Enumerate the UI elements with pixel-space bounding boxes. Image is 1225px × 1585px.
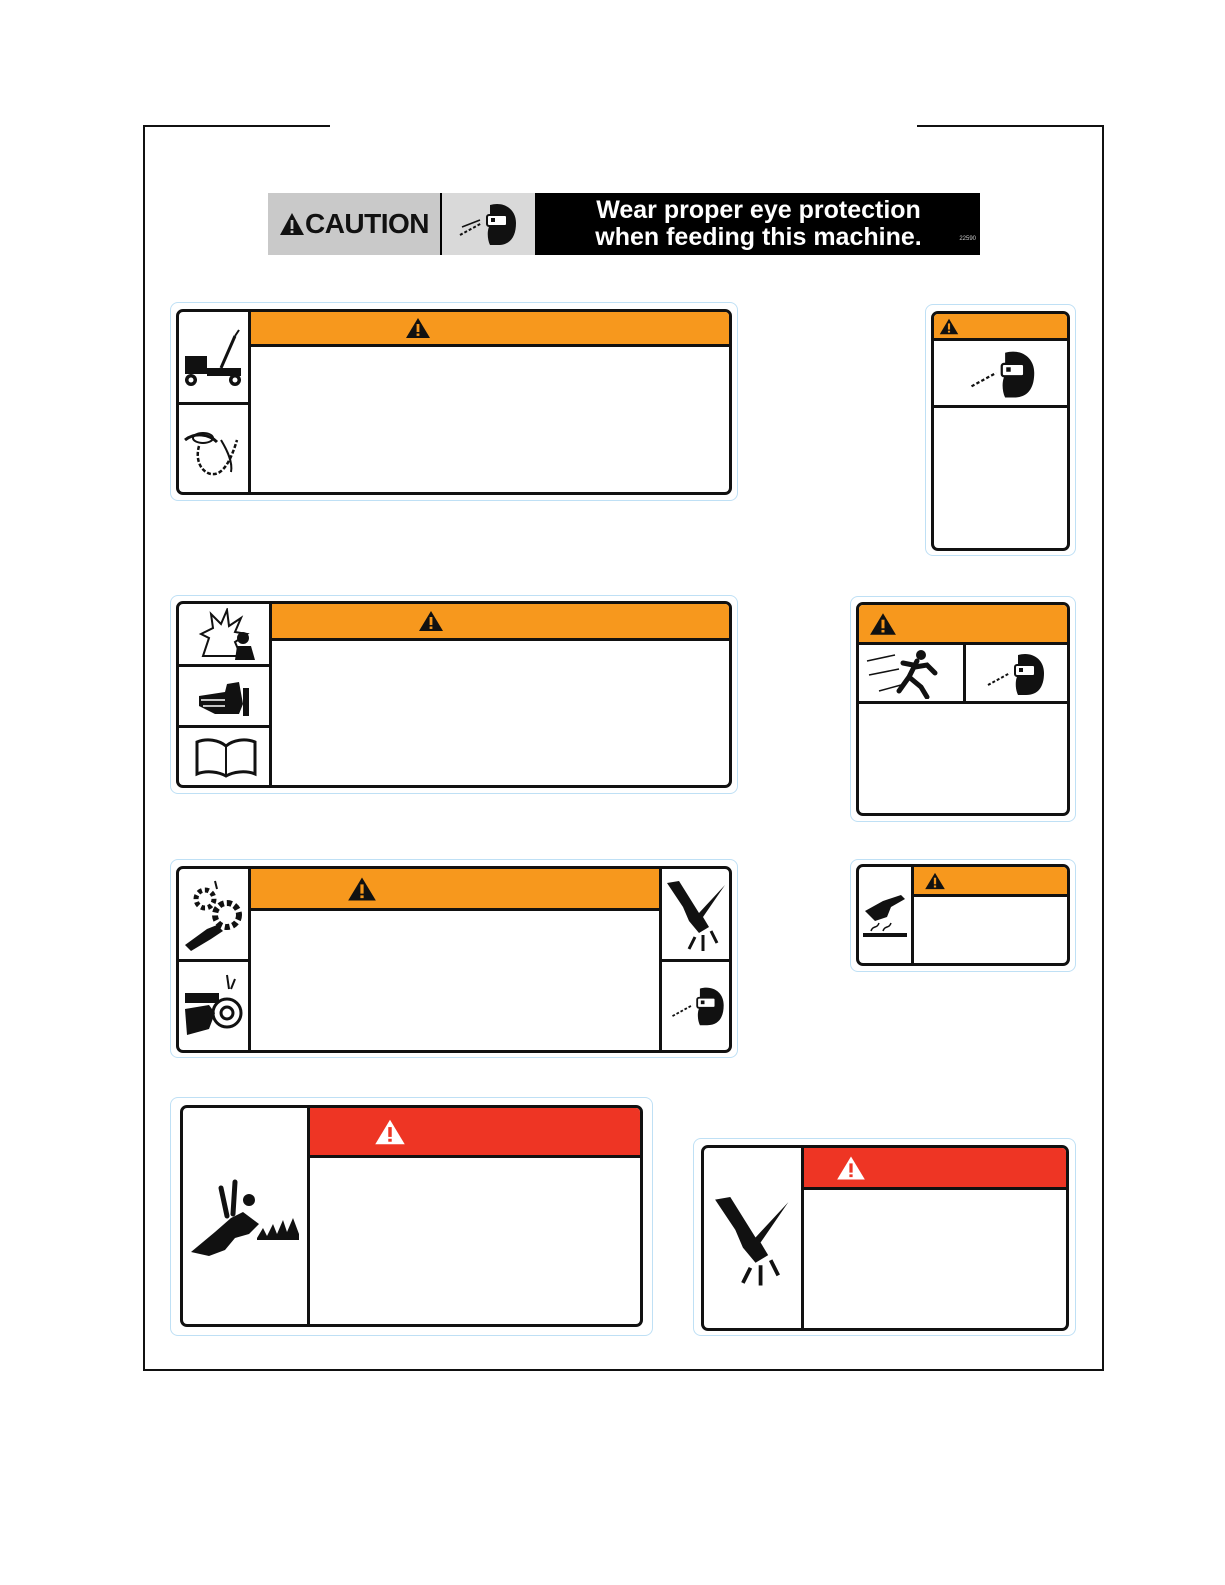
decal-8-header (804, 1148, 1066, 1190)
frame-right (1102, 125, 1104, 1371)
explosion-burst-icon (193, 608, 259, 662)
banner-message-line2: when feeding this machine. (595, 223, 922, 251)
read-manual-icon (193, 736, 259, 780)
decal-1-header (251, 312, 729, 347)
warning-triangle-icon (869, 612, 897, 636)
flying-debris-person-icon (865, 647, 959, 699)
hand-cut-icon (710, 1192, 796, 1288)
truck-raised-bed-icon (181, 326, 247, 392)
goggles-face-icon (977, 649, 1057, 699)
banner-message (537, 193, 980, 255)
warning-triangle-icon (836, 1155, 866, 1181)
banner-message-line1: Wear proper eye protection (596, 196, 921, 224)
warning-triangle-icon (924, 872, 946, 890)
warning-triangle-icon (279, 212, 305, 236)
safety-goggles-face-icon (454, 199, 524, 249)
decal-2 (931, 311, 1070, 551)
caution-signal-word: CAUTION (304, 208, 430, 239)
decal-6 (856, 864, 1070, 966)
gloves-icon (195, 670, 257, 722)
banner-part-code: 22590 (959, 236, 976, 242)
decal-1 (176, 309, 732, 495)
warning-triangle-icon (405, 317, 431, 339)
decal-6-header (914, 867, 1067, 897)
caution-label (268, 193, 442, 255)
warning-triangle-icon (418, 610, 444, 632)
hot-surface-hand-icon (861, 891, 909, 941)
frame-top-left (143, 125, 330, 127)
decal-3-header (272, 604, 729, 641)
decal-7-header (310, 1108, 640, 1158)
decal-4-header (859, 605, 1067, 645)
tow-chain-icon (181, 416, 247, 482)
goggles-face-icon (964, 346, 1044, 402)
caution-banner (268, 193, 980, 255)
decal-2-header (934, 314, 1067, 341)
banner-goggles-cell (442, 193, 537, 255)
gear-entanglement-icon (183, 879, 245, 953)
warning-triangle-icon (939, 318, 959, 335)
decal-5 (176, 866, 732, 1053)
warning-triangle-icon (347, 876, 377, 902)
fall-into-blades-icon (187, 1178, 303, 1258)
decal-3 (176, 601, 732, 788)
frame-bottom (143, 1369, 1104, 1371)
decal-8 (701, 1145, 1069, 1331)
warning-triangle-icon (374, 1118, 406, 1146)
decal-4 (856, 602, 1070, 816)
decal-5-header (251, 869, 661, 911)
decal-7 (180, 1105, 643, 1327)
frame-top-right (917, 125, 1104, 127)
roller-pinch-icon (183, 969, 245, 1043)
hand-cut-icon (665, 877, 729, 953)
goggles-face-icon (667, 973, 731, 1039)
frame-left (143, 125, 145, 1371)
